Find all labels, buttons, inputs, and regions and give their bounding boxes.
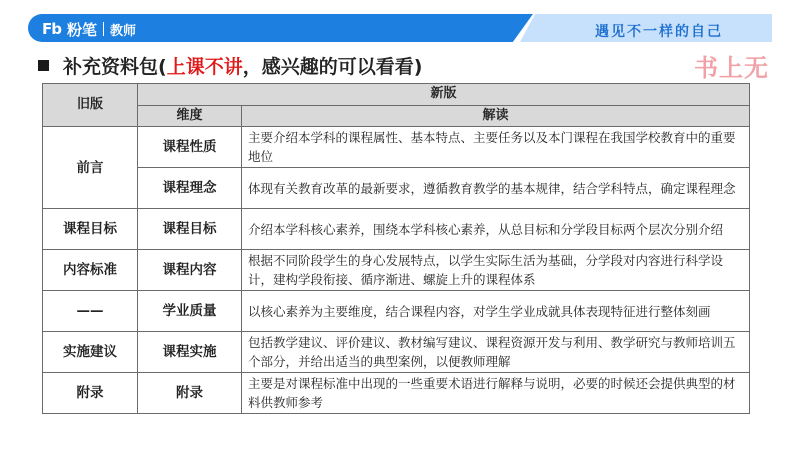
table-row [43,168,750,209]
old-cell: 前言 [43,127,138,209]
dimension-cell: 附录 [138,373,242,414]
interpretation-cell: 体现有关教育改革的最新要求，遵循教育教学的基本规律，结合学科特点，确定课程理念 [242,168,750,209]
slogan: 遇见不一样的自己 [595,24,723,40]
table-row [43,291,750,332]
brand-mark: Fb [42,20,61,38]
old-cell: 实施建议 [43,332,138,373]
comparison-table [42,83,750,414]
title-emphasis: 上课不讲 [166,55,243,78]
title-suffix: ，感兴趣的可以看看) [242,55,423,78]
old-cell: —— [43,291,138,332]
brand-name: 粉笔 [66,20,97,39]
header-interpretation: 解读 [242,105,750,127]
old-cell: 附录 [43,373,138,414]
dimension-cell: 课程理念 [138,168,242,209]
dimension-cell: 学业质量 [138,291,242,332]
old-cell: 课程目标 [43,209,138,250]
header-old-version: 旧版 [43,84,138,127]
table-header-row [43,84,750,106]
table-row [43,250,750,291]
title-prefix: 补充资料包( [63,55,167,78]
dimension-cell: 课程性质 [138,127,242,168]
table-subheader-row [43,105,750,127]
interpretation-cell: 以核心素养为主要维度，结合课程内容，对学生学业成就具体表现特征进行整体刻画 [242,291,750,332]
interpretation-cell: 介绍本学科核心素养，围绕本学科核心素养，从总目标和分学段目标两个层次分别介绍 [242,209,750,250]
watermark: 书上无 [694,54,769,82]
header-new-version: 新版 [138,84,750,106]
dimension-cell: 课程目标 [138,209,242,250]
page-title [38,52,422,78]
brand-sub: 教师 [110,23,137,39]
table-row [43,373,750,414]
square-bullet-icon [38,60,49,71]
table-row [43,209,750,250]
dimension-cell: 课程内容 [138,250,242,291]
old-cell: 内容标准 [43,250,138,291]
top-banner [0,0,800,44]
brand-divider [103,22,104,36]
table-row [43,127,750,168]
interpretation-cell: 根据不同阶段学生的身心发展特点，以学生实际生活为基础，分学段对内容进行科学设计，建构学段衔接、循序渐进、螺旋上升的课程体系 [242,250,750,291]
interpretation-cell: 包括教学建议、评价建议、教材编写建议、课程资源开发与利用、教学研究与教师培训五个部分，并给出适当的典型案例，以便教师理解 [242,332,750,373]
dimension-cell: 课程实施 [138,332,242,373]
table-row [43,332,750,373]
interpretation-cell: 主要介绍本学科的课程属性、基本特点、主要任务以及本门课程在我国学校教育中的重要地位 [242,127,750,168]
interpretation-cell: 主要是对课程标准中出现的一些重要术语进行解释与说明，必要的时候还会提供典型的材料供教师参考 [242,373,750,414]
header-dimension: 维度 [138,105,242,127]
brand-logo [42,19,136,39]
